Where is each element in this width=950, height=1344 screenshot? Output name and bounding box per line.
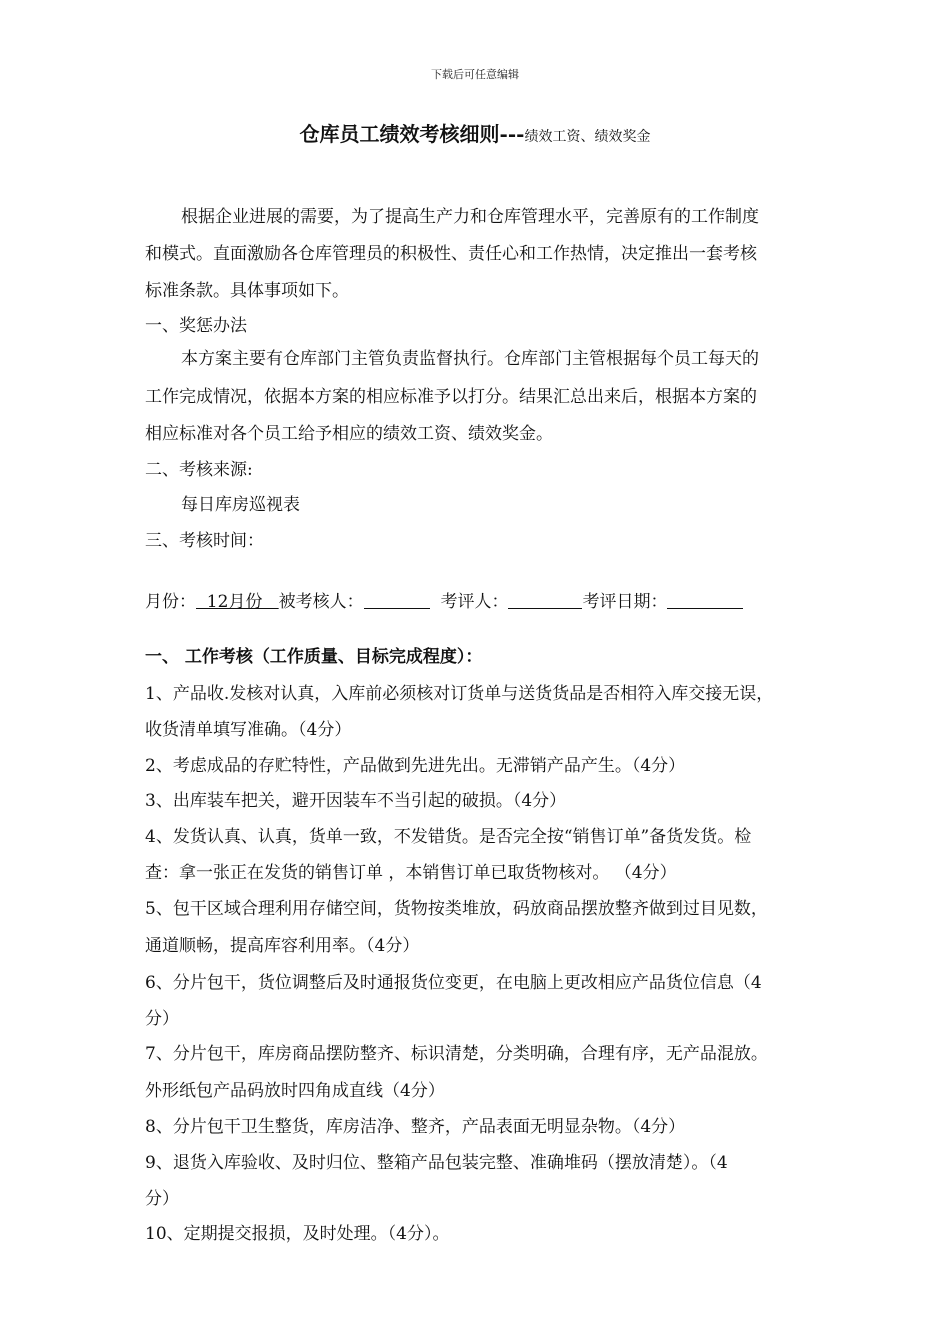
- document-title: [0, 118, 950, 147]
- assessment-line-12: 外形纸包产品码放时四角成直线（4分）: [145, 1081, 445, 1101]
- assessment-line-5: 4、发货认真、认真，货单一致，不发错货。是否完全按“销售订单”备货发货。检: [145, 827, 752, 847]
- examinee-label: 被考核人：: [278, 592, 364, 612]
- form-line: [145, 590, 855, 612]
- section-1-body-1: 本方案主要有仓库部门主管负责监督执行。仓库部门主管根据每个员工每天的: [181, 349, 759, 369]
- section-2-body: 每日库房巡视表: [181, 495, 300, 515]
- intro-line-2: 和模式。直面激励各仓库管理员的积极性、责任心和工作热情，决定推出一套考核: [145, 244, 757, 264]
- reviewer-blank[interactable]: [508, 590, 582, 609]
- assessment-line-9: 6、分片包干，货位调整后及时通报货位变更，在电脑上更改相应产品货位信息（4: [145, 973, 762, 993]
- intro-line-3: 标准条款。具体事项如下。: [145, 281, 349, 301]
- assessment-line-1: 1、产品收.发核对认真，入库前必须核对订货单与送货货品是否相符入库交接无误，: [145, 684, 774, 704]
- section-1-heading: 一、奖惩办法: [145, 316, 247, 336]
- assessment-line-7: 5、包干区域合理利用存储空间，货物按类堆放，码放商品摆放整齐做到过目见数，: [145, 899, 768, 919]
- title-sub: 绩效工资、绩效奖金: [524, 129, 651, 145]
- month-value: 12月份: [196, 592, 279, 612]
- reviewer-label: 考评人：: [429, 592, 509, 612]
- date-blank[interactable]: [667, 590, 743, 609]
- assessment-line-14: 9、退货入库验收、及时归位、整箱产品包装完整、准确堆码（摆放清楚）。（4: [145, 1153, 728, 1173]
- section-2-heading: 二、考核来源:: [145, 460, 253, 480]
- section-3-heading: 三、考核时间：: [145, 531, 264, 551]
- assessment-line-11: 7、分片包干，库房商品摆防整齐、标识清楚，分类明确，合理有序，无产品混放。: [145, 1044, 768, 1064]
- assessment-line-3: 2、考虑成品的存贮特性，产品做到先进先出。无滞销产品产生。（4分）: [145, 756, 686, 776]
- header-note: 下载后可任意编辑: [431, 68, 519, 81]
- intro-line-1: 根据企业进展的需要，为了提高生产力和仓库管理水平，完善原有的工作制度: [181, 207, 759, 227]
- assessment-line-16: 10、定期提交报损，及时处理。（4分）。: [145, 1224, 450, 1244]
- assessment-line-2: 收货清单填写准确。（4分）: [145, 720, 352, 740]
- assessment-line-10: 分）: [145, 1009, 179, 1029]
- examinee-blank[interactable]: [364, 590, 430, 609]
- assessment-line-4: 3、出库装车把关，避开因装车不当引起的破损。（4分）: [145, 791, 567, 811]
- assessment-line-13: 8、分片包干卫生整货，库房洁净、整齐，产品表面无明显杂物。（4分）: [145, 1117, 686, 1137]
- assessment-line-6: 查：拿一张正在发货的销售订单 ，本销售订单已取货物核对。 （4分）: [145, 863, 677, 883]
- section-1-body-2: 工作完成情况，依据本方案的相应标准予以打分。结果汇总出来后，根据本方案的: [145, 387, 757, 407]
- section-1-body-3: 相应标准对各个员工给予相应的绩效工资、绩效奖金。: [145, 424, 553, 444]
- month-label: 月份：: [145, 592, 196, 612]
- assessment-heading: 一、 工作考核（工作质量、目标完成程度）：: [145, 647, 483, 667]
- date-label: 考评日期：: [582, 592, 668, 612]
- assessment-line-15: 分）: [145, 1189, 179, 1209]
- assessment-line-8: 通道顺畅，提高库容利用率。（4分）: [145, 936, 420, 956]
- title-main: 仓库员工绩效考核细则---: [299, 122, 525, 146]
